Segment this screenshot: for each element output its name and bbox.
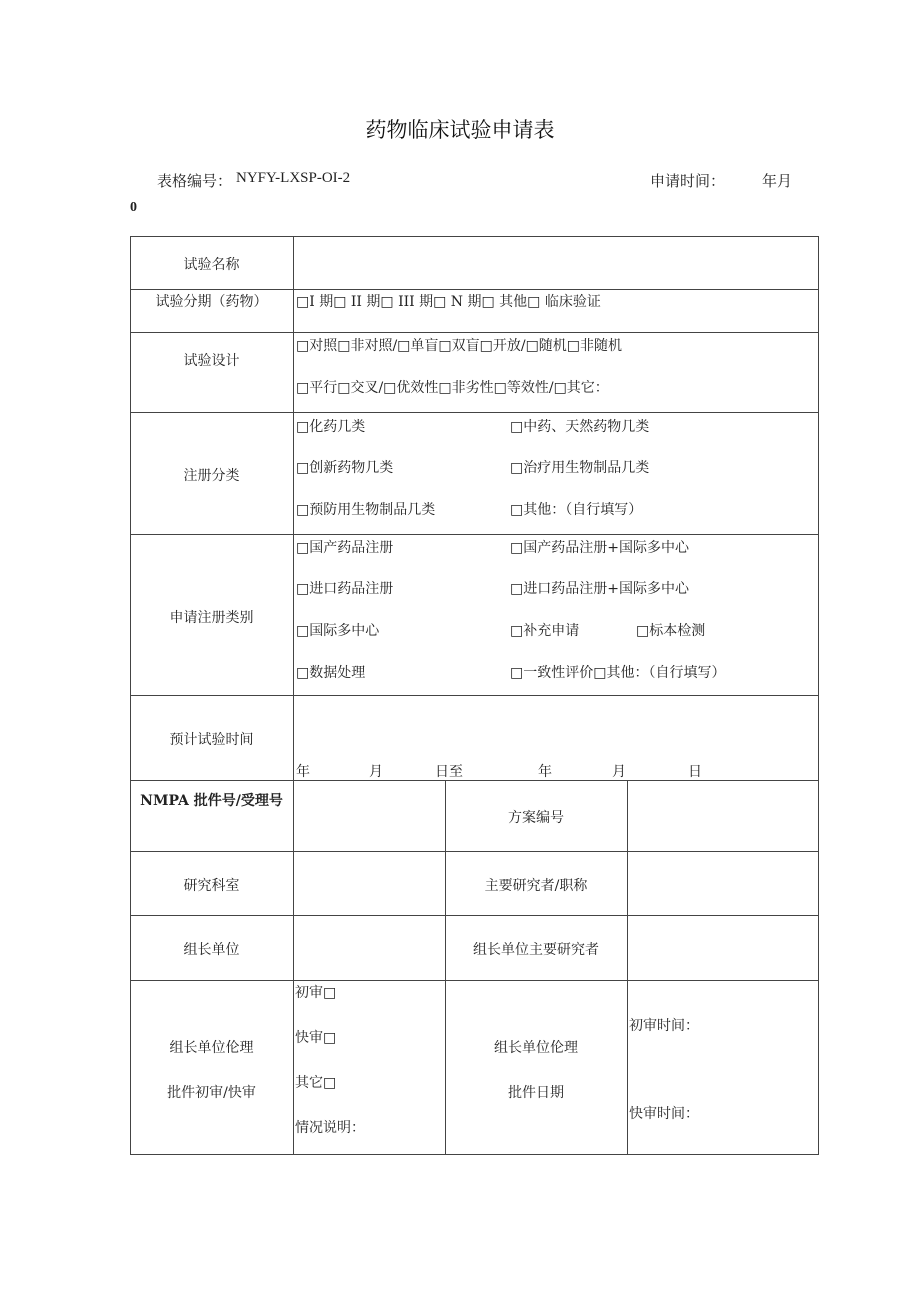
leader-unit-pi-label: 组长单位主要研究者 xyxy=(473,942,599,958)
column-divider xyxy=(627,780,628,1155)
apply-time-day: 0 xyxy=(130,200,137,215)
apply-type-label: 申请注册类别 xyxy=(169,610,254,626)
apply-type-option[interactable]: □标本检测 xyxy=(636,623,706,639)
registration-option[interactable]: □其他：（自行填写） xyxy=(510,502,643,518)
row-divider xyxy=(130,695,819,696)
ethics-label-line2: 批件初审/快审 xyxy=(167,1085,256,1101)
ethics-initial-review-option[interactable]: 初审□ xyxy=(295,985,337,1001)
ethics-notes-label: 情况说明： xyxy=(295,1120,365,1136)
ethics-date-label-line2: 批件日期 xyxy=(508,1085,564,1101)
fast-review-time-label: 快审时间： xyxy=(629,1106,699,1122)
apply-type-option[interactable]: □数据处理 xyxy=(296,665,366,681)
row-divider xyxy=(130,915,819,916)
row-divider xyxy=(130,780,819,781)
design-options-line2[interactable]: □平行□交叉/□优效性□非劣性□等效性/□其它： xyxy=(296,380,609,396)
leader-unit-field[interactable] xyxy=(298,937,440,957)
apply-type-option[interactable]: □补充申请 xyxy=(510,623,580,639)
pi-title-field[interactable] xyxy=(632,873,814,893)
protocol-no-field[interactable] xyxy=(632,805,814,825)
dept-field[interactable] xyxy=(298,873,440,893)
planned-end-month[interactable]: 月 xyxy=(612,764,626,780)
apply-type-option[interactable]: □进口药品注册 xyxy=(296,581,394,597)
table-border-top xyxy=(130,236,819,237)
planned-end-year[interactable]: 年 xyxy=(538,764,552,780)
apply-type-option[interactable]: □进口药品注册+国际多中心 xyxy=(510,581,689,597)
ethics-other-option[interactable]: 其它□ xyxy=(295,1075,337,1091)
apply-type-option[interactable]: □国产药品注册+国际多中心 xyxy=(510,540,689,556)
row-divider xyxy=(130,412,819,413)
registration-option[interactable]: □创新药物几类 xyxy=(296,460,394,476)
phase-label: 试验分期（药物） xyxy=(155,294,268,310)
apply-type-option[interactable]: □一致性评价□其他：（自行填写） xyxy=(510,665,726,681)
column-divider xyxy=(293,236,294,1155)
design-options-line1[interactable]: □对照□非对照/□单盲□双盲□开放/□随机□非随机 xyxy=(296,338,623,354)
apply-time-year-month: 年月 xyxy=(762,172,793,190)
leader-unit-pi-field[interactable] xyxy=(632,937,814,957)
form-number-value: NYFY-LXSP-OI-2 xyxy=(236,170,351,186)
ethics-date-label-line1: 组长单位伦理 xyxy=(494,1040,578,1056)
table-border-right xyxy=(818,236,819,1155)
protocol-no-label: 方案编号 xyxy=(508,810,564,826)
pi-title-label: 主要研究者/职称 xyxy=(484,878,588,894)
apply-type-option[interactable]: □国产药品注册 xyxy=(296,540,394,556)
registration-label: 注册分类 xyxy=(183,468,240,484)
planned-time-label: 预计试验时间 xyxy=(169,732,254,748)
form-number-label: 表格编号： xyxy=(157,172,233,190)
row-divider xyxy=(130,980,819,981)
ethics-fast-review-option[interactable]: 快审□ xyxy=(295,1030,337,1046)
registration-option[interactable]: □治疗用生物制品几类 xyxy=(510,460,650,476)
table-border-bottom xyxy=(130,1154,819,1155)
nmpa-label: NMPA 批件号/受理号 xyxy=(140,793,283,809)
table-border-left xyxy=(130,236,131,1155)
ethics-label-line1: 组长单位伦理 xyxy=(169,1040,254,1056)
leader-unit-label: 组长单位 xyxy=(183,942,240,958)
phase-options[interactable]: □I 期□ II 期□ III 期□ N 期□ 其他□ 临床验证 xyxy=(296,294,601,310)
nmpa-field[interactable] xyxy=(298,805,440,825)
first-review-time-label: 初审时间： xyxy=(629,1018,699,1034)
apply-type-option[interactable]: □国际多中心 xyxy=(296,623,380,639)
planned-start-year[interactable]: 年 xyxy=(296,764,310,780)
row-divider xyxy=(130,851,819,852)
planned-start-month[interactable]: 月 xyxy=(369,764,383,780)
registration-option[interactable]: □化药几类 xyxy=(296,419,366,435)
row-divider xyxy=(130,289,819,290)
row-divider xyxy=(130,332,819,333)
registration-option[interactable]: □预防用生物制品几类 xyxy=(296,502,436,518)
planned-end-day[interactable]: 日 xyxy=(688,764,702,780)
page-title: 药物临床试验申请表 xyxy=(365,118,555,142)
dept-label: 研究科室 xyxy=(183,878,240,894)
trial-name-field[interactable] xyxy=(298,254,813,274)
design-label: 试验设计 xyxy=(183,353,240,369)
registration-option[interactable]: □中药、天然药物几类 xyxy=(510,419,650,435)
planned-start-day-to[interactable]: 日至 xyxy=(435,764,463,780)
trial-name-label: 试验名称 xyxy=(183,257,240,273)
apply-time-label: 申请时间： xyxy=(650,172,726,190)
row-divider xyxy=(130,534,819,535)
